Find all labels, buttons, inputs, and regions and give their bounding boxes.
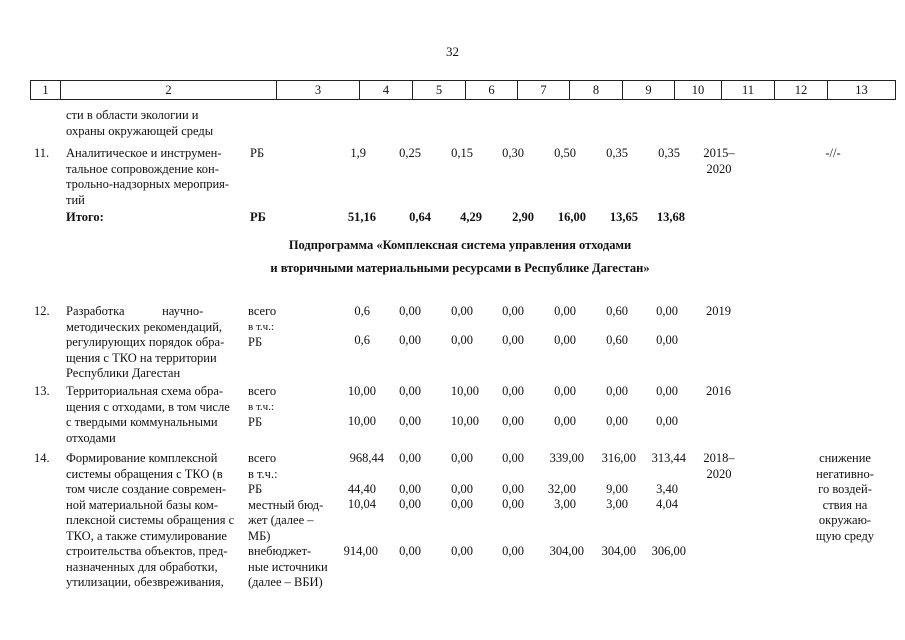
value-cell: 0,00 bbox=[656, 333, 678, 347]
source-line: в т.ч.: bbox=[248, 466, 278, 481]
value-cell: 914,00 bbox=[343, 544, 378, 558]
value-cell: 10,00 bbox=[450, 414, 479, 428]
text-line: назначенных для обработки, bbox=[66, 559, 218, 574]
value-cell: 0,00 bbox=[399, 482, 421, 496]
value-cell: 0,00 bbox=[399, 544, 421, 558]
text-line: тальное сопровождение кон- bbox=[66, 161, 219, 176]
value-cell: 44,40 bbox=[347, 482, 376, 496]
value-cell: 0,00 bbox=[656, 414, 678, 428]
row-number: 14. bbox=[34, 451, 50, 465]
source-line: МБ) bbox=[248, 528, 271, 543]
value-cell: 0,30 bbox=[502, 146, 524, 160]
value-cell: 0,60 bbox=[606, 304, 628, 318]
source-line: РБ bbox=[248, 415, 263, 429]
row-14-sources bbox=[248, 451, 328, 591]
source-line: в т.ч.: bbox=[248, 320, 275, 333]
value-cell: 316,00 bbox=[601, 451, 636, 465]
value-cell: 0,25 bbox=[399, 146, 421, 160]
value-cell: 3,40 bbox=[656, 482, 678, 496]
value-cell: 0,00 bbox=[554, 414, 576, 428]
header-col-12: 12 bbox=[775, 81, 828, 99]
value-cell: 0,35 bbox=[606, 146, 628, 160]
value-cell: 0,00 bbox=[502, 544, 524, 558]
value-cell: 0,00 bbox=[399, 451, 421, 465]
value-cell: 304,00 bbox=[601, 544, 636, 558]
page-number: 32 bbox=[446, 44, 459, 59]
value-cell: 0,00 bbox=[399, 384, 421, 398]
text-line: том числе создание современ- bbox=[66, 482, 227, 496]
source-line: в т.ч.: bbox=[248, 400, 275, 413]
source-line: всего bbox=[248, 304, 277, 318]
value-cell: 0,00 bbox=[656, 304, 678, 318]
row-14-period bbox=[697, 451, 741, 482]
value-cell: 0,00 bbox=[502, 414, 524, 428]
value-cell: 3,00 bbox=[554, 497, 576, 511]
subprogram-heading-line-1: Подпрограмма «Комплексная система управления отходами bbox=[288, 238, 632, 252]
header-col-4: 4 bbox=[360, 81, 413, 99]
header-col-6: 6 bbox=[466, 81, 518, 99]
text-line: щения с ТКО на территории bbox=[66, 350, 217, 365]
header-col-2: 2 bbox=[61, 81, 277, 99]
value-cell: 1,9 bbox=[350, 146, 366, 160]
row-number: 12. bbox=[34, 304, 50, 318]
text-line: плексной системы обращения с bbox=[66, 513, 235, 527]
value-cell: 0,50 bbox=[554, 146, 576, 160]
text-line: регулирующих порядок обра- bbox=[66, 335, 225, 349]
value-cell: 10,04 bbox=[347, 497, 376, 511]
header-col-5: 5 bbox=[413, 81, 466, 99]
text-line: строительства объектов, пред- bbox=[66, 544, 228, 558]
value-cell: 0,60 bbox=[606, 333, 628, 347]
value-cell: 10,00 bbox=[347, 384, 376, 398]
value-cell: 306,00 bbox=[651, 544, 686, 558]
header-col-13: 13 bbox=[855, 83, 868, 97]
text-line: Республики Дагестан bbox=[66, 366, 181, 380]
value-cell: 0,00 bbox=[399, 497, 421, 511]
continuation-text bbox=[66, 108, 213, 139]
text-line: с твердыми коммунальными bbox=[66, 415, 218, 429]
value-cell: 0,00 bbox=[451, 482, 473, 496]
row-11-source: РБ bbox=[250, 146, 265, 160]
total-source: РБ bbox=[250, 210, 266, 224]
value-cell: 0,00 bbox=[451, 544, 473, 558]
value-cell: 0,00 bbox=[606, 414, 628, 428]
text-line: утилизации, обезвреживания, bbox=[66, 575, 224, 589]
text-line: Разработка научно- bbox=[66, 304, 204, 318]
subprogram-heading-line-2: и вторичными материальными ресурсами в Республике Дагестан» bbox=[270, 261, 650, 275]
row-13-sources bbox=[248, 384, 276, 431]
total-value: 2,90 bbox=[512, 210, 534, 224]
value-cell: 3,00 bbox=[606, 497, 628, 511]
table-header bbox=[30, 80, 896, 100]
row-number: 13. bbox=[34, 384, 50, 398]
row-12-sources bbox=[248, 304, 276, 351]
text-line: охраны окружающей среды bbox=[66, 123, 214, 138]
text-line: системы обращения с ТКО (в bbox=[66, 466, 223, 481]
source-line: РБ bbox=[248, 482, 263, 496]
text-line: Территориальная схема обра- bbox=[66, 384, 224, 398]
row-12-description bbox=[66, 304, 224, 382]
text-line: отходами bbox=[66, 430, 116, 445]
text-line: сти в области экологии и bbox=[66, 108, 199, 122]
text-line: негативно- bbox=[816, 466, 874, 481]
value-cell: 0,00 bbox=[399, 304, 421, 318]
value-cell: 9,00 bbox=[606, 482, 628, 496]
value-cell: 0,00 bbox=[606, 384, 628, 398]
value-cell: 0,6 bbox=[354, 304, 370, 318]
text-line: 2018– bbox=[703, 451, 735, 465]
source-line: (далее – ВБИ) bbox=[248, 575, 323, 589]
value-cell: 0,00 bbox=[451, 333, 473, 347]
header-col-8: 8 bbox=[570, 81, 623, 99]
header-col-9: 9 bbox=[623, 81, 675, 99]
text-line: методических рекомендаций, bbox=[66, 319, 223, 334]
source-line: всего bbox=[248, 451, 277, 465]
source-line: всего bbox=[248, 384, 277, 398]
value-cell: 10,00 bbox=[450, 384, 479, 398]
row-12-period: 2019 bbox=[706, 304, 731, 318]
value-cell: 304,00 bbox=[549, 544, 584, 558]
text-line: ТКО, а также стимулирование bbox=[66, 528, 227, 543]
row-number: 11. bbox=[34, 146, 50, 160]
value-cell: 0,00 bbox=[451, 497, 473, 511]
header-col-11: 11 bbox=[722, 81, 775, 99]
text-line: щения с отходами, в том числе bbox=[66, 399, 230, 414]
value-cell: 0,35 bbox=[658, 146, 680, 160]
text-line: 2020 bbox=[706, 466, 732, 481]
row-14-result bbox=[806, 451, 884, 544]
value-cell: 4,04 bbox=[656, 497, 678, 511]
value-cell: 0,00 bbox=[399, 414, 421, 428]
total-value: 51,16 bbox=[347, 210, 376, 224]
header-col-7: 7 bbox=[518, 81, 570, 99]
row-14-description bbox=[66, 451, 234, 591]
total-value: 0,64 bbox=[409, 210, 431, 224]
source-line: местный бюд- bbox=[248, 497, 324, 512]
row-13-description bbox=[66, 384, 230, 446]
value-cell: 0,00 bbox=[502, 304, 524, 318]
text-line: трольно-надзорных мероприя- bbox=[66, 177, 230, 191]
value-cell: 0,00 bbox=[656, 384, 678, 398]
row-13-period: 2016 bbox=[706, 384, 731, 398]
text-line: 2015– bbox=[703, 146, 735, 160]
text-line: ствия на bbox=[822, 497, 868, 512]
value-cell: 0,00 bbox=[502, 451, 524, 465]
value-cell: 10,00 bbox=[347, 414, 376, 428]
text-line: щую среду bbox=[815, 528, 875, 543]
value-cell: 339,00 bbox=[549, 451, 584, 465]
value-cell: 0,00 bbox=[554, 384, 576, 398]
text-line: 2020 bbox=[706, 161, 732, 176]
total-value: 13,65 bbox=[609, 210, 638, 224]
value-cell: 0,00 bbox=[451, 451, 473, 465]
source-line: ные источники bbox=[248, 559, 328, 574]
value-cell: 0,15 bbox=[451, 146, 473, 160]
total-value: 13,68 bbox=[656, 210, 685, 224]
value-cell: 0,00 bbox=[502, 482, 524, 496]
text-line: Аналитическое и инструмен- bbox=[66, 146, 222, 160]
row-11-period bbox=[697, 146, 741, 177]
value-cell: 0,00 bbox=[502, 333, 524, 347]
text-line: ной материальной базы ком- bbox=[66, 497, 218, 512]
row-11-description bbox=[66, 146, 229, 208]
text-line: го воздей- bbox=[818, 482, 872, 496]
value-cell: 0,00 bbox=[554, 333, 576, 347]
source-line: внебюджет- bbox=[248, 544, 312, 558]
text-line: снижение bbox=[819, 451, 871, 465]
header-col-3: 3 bbox=[277, 81, 360, 99]
header-col-10: 10 bbox=[675, 81, 722, 99]
value-cell: 0,00 bbox=[502, 497, 524, 511]
header-col-1: 1 bbox=[31, 81, 61, 99]
source-line: РБ bbox=[248, 335, 263, 349]
value-cell: 0,00 bbox=[399, 333, 421, 347]
text-line: Формирование комплексной bbox=[66, 451, 218, 465]
value-cell: 313,44 bbox=[651, 451, 686, 465]
value-cell: 0,00 bbox=[451, 304, 473, 318]
value-cell: 0,6 bbox=[354, 333, 370, 347]
source-line: жет (далее – bbox=[248, 513, 314, 527]
value-cell: 32,00 bbox=[547, 482, 576, 496]
value-cell: 0,00 bbox=[554, 304, 576, 318]
total-value: 4,29 bbox=[460, 210, 482, 224]
row-11-result: -//- bbox=[825, 146, 841, 160]
total-value: 16,00 bbox=[557, 210, 586, 224]
value-cell: 0,00 bbox=[502, 384, 524, 398]
value-cell: 968,44 bbox=[349, 451, 384, 465]
text-line: окружаю- bbox=[818, 513, 872, 527]
text-line: тий bbox=[66, 192, 85, 207]
total-label: Итого: bbox=[66, 210, 104, 224]
